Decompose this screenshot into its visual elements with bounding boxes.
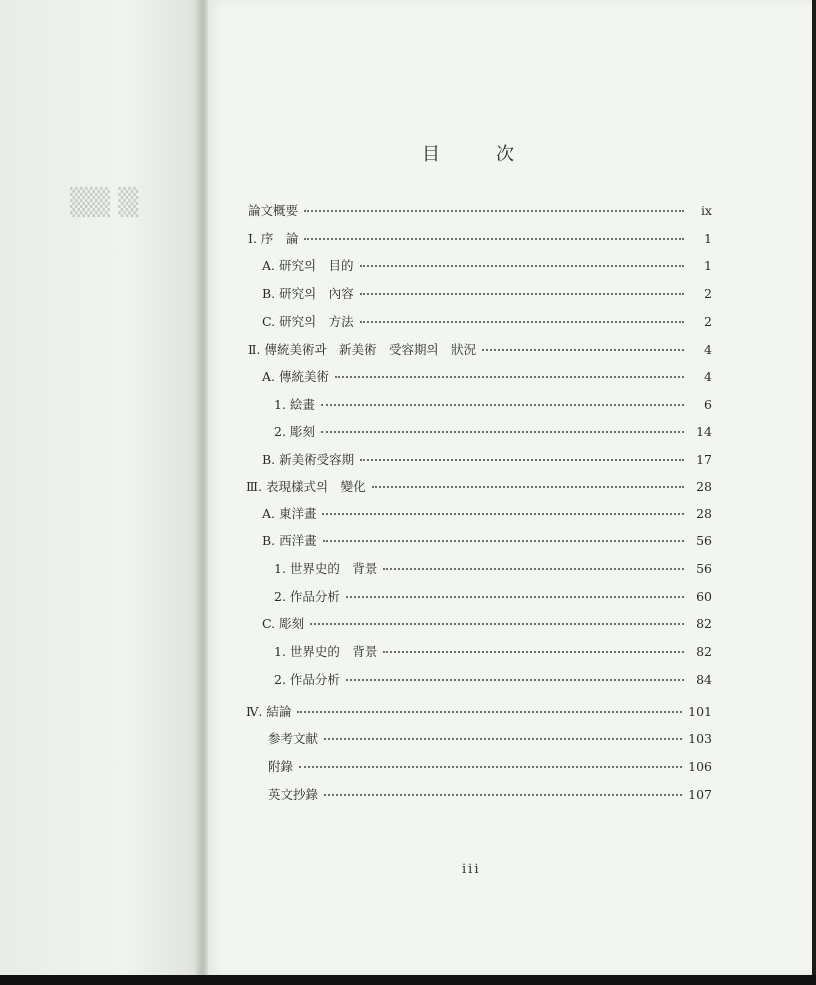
dot-leader — [297, 710, 682, 713]
toc-entry-page: 82 — [696, 616, 712, 631]
dot-leader — [360, 292, 684, 295]
scan-border — [0, 975, 816, 985]
toc-entry-label: 論文概要 — [248, 203, 299, 218]
heading-char-2: 次 — [496, 144, 514, 165]
dot-leader — [321, 403, 684, 406]
toc-entry — [262, 312, 712, 330]
toc-entry — [262, 256, 712, 274]
toc-entry — [246, 702, 712, 720]
toc-entry — [268, 785, 712, 803]
toc-entry — [248, 340, 712, 358]
toc-entry — [262, 450, 712, 468]
dot-leader — [346, 678, 684, 681]
toc-entry-label: C. 研究의 方法 — [262, 314, 354, 329]
toc-entry-label: 1. 世界史的 背景 — [274, 561, 378, 576]
dot-leader — [324, 793, 682, 796]
toc-entry — [248, 201, 712, 219]
toc-entry-page: 82 — [696, 644, 712, 659]
dot-leader — [346, 595, 684, 598]
bleed-through-text: ▒▒ ▒ — [70, 188, 139, 218]
toc-entry-page: 101 — [688, 704, 712, 719]
toc-entry-label: B. 西洋畫 — [262, 533, 317, 548]
toc-entry — [262, 531, 712, 549]
toc-entry-label: Ⅰ. 序 論 — [248, 231, 299, 246]
toc-entry-label: 1. 世界史的 背景 — [274, 644, 378, 659]
page-number: iii — [462, 862, 481, 877]
dot-leader — [304, 237, 684, 240]
toc-entry — [268, 729, 712, 747]
toc-entry-label: B. 研究의 內容 — [262, 286, 354, 301]
toc-entry-page: 107 — [688, 787, 712, 802]
toc-entry — [248, 229, 712, 247]
dot-leader — [360, 264, 684, 267]
toc-entry-label: A. 傳統美術 — [262, 369, 329, 384]
dot-leader — [324, 737, 682, 740]
toc-entry-page: 56 — [696, 561, 712, 576]
toc-entry-label: 参考文献 — [268, 731, 319, 746]
toc-entry-label: 2. 作品分析 — [274, 672, 340, 687]
toc-entry-page: 1 — [704, 258, 712, 273]
toc-entry-label: A. 東洋畫 — [262, 506, 317, 521]
dot-leader — [360, 458, 684, 461]
toc-entry-page: 2 — [704, 314, 712, 329]
toc-entry-label: 2. 彫刻 — [274, 424, 315, 439]
toc-entry — [262, 504, 712, 522]
toc-entry-page: 56 — [696, 533, 712, 548]
dot-leader — [323, 539, 684, 542]
dot-leader — [482, 348, 684, 351]
toc-entry-page: 6 — [704, 397, 712, 412]
toc-entry — [268, 757, 712, 775]
toc-entry-page: 84 — [696, 672, 712, 687]
dot-leader — [310, 622, 684, 625]
dot-leader — [335, 375, 684, 378]
toc-entry-page: 1 — [704, 231, 712, 246]
toc-entry — [274, 559, 712, 577]
toc-entry-label: 英文抄錄 — [268, 787, 319, 802]
dot-leader — [304, 209, 684, 212]
dot-leader — [322, 512, 684, 515]
toc-entry-label: C. 彫刻 — [262, 616, 305, 631]
dot-leader — [372, 485, 684, 488]
dot-leader — [383, 567, 684, 570]
toc-entry — [274, 587, 712, 605]
dot-leader — [360, 320, 684, 323]
toc-entry-page: 28 — [696, 506, 712, 521]
dot-leader — [383, 650, 684, 653]
dot-leader — [299, 765, 682, 768]
toc-entry-label: 1. 絵畫 — [274, 397, 315, 412]
toc-entry-page: 2 — [704, 286, 712, 301]
toc-entry — [274, 670, 712, 688]
toc-entry-page: 28 — [696, 479, 712, 494]
heading-char-1: 目 — [422, 144, 440, 165]
toc-entry — [262, 614, 712, 632]
toc-entry — [274, 422, 712, 440]
toc-entry — [274, 395, 712, 413]
toc-entry-label: A. 研究의 目的 — [262, 258, 354, 273]
toc-entry — [262, 367, 712, 385]
toc-entry — [274, 642, 712, 660]
toc-entry-label: Ⅲ. 表現樣式의 變化 — [246, 479, 366, 494]
toc-entry-page: 4 — [704, 342, 712, 357]
toc-entry-label: 附錄 — [268, 759, 294, 774]
toc-entry-page: 106 — [688, 759, 712, 774]
toc-entry-page: 60 — [696, 589, 712, 604]
toc-entry — [246, 477, 712, 495]
toc-entry-page: 17 — [696, 452, 712, 467]
toc-entry-page: ix — [700, 203, 712, 218]
toc-entry-label: 2. 作品分析 — [274, 589, 340, 604]
toc-entry-page: 14 — [696, 424, 712, 439]
toc-entry-label: Ⅳ. 結論 — [246, 704, 292, 719]
toc-entry-label: B. 新美術受容期 — [262, 452, 355, 467]
dot-leader — [321, 430, 684, 433]
toc-entry-page: 4 — [704, 369, 712, 384]
toc-entry — [262, 284, 712, 302]
toc-entry-page: 103 — [688, 731, 712, 746]
toc-entry-label: Ⅱ. 傳統美術과 新美術 受容期의 狀況 — [248, 342, 477, 357]
